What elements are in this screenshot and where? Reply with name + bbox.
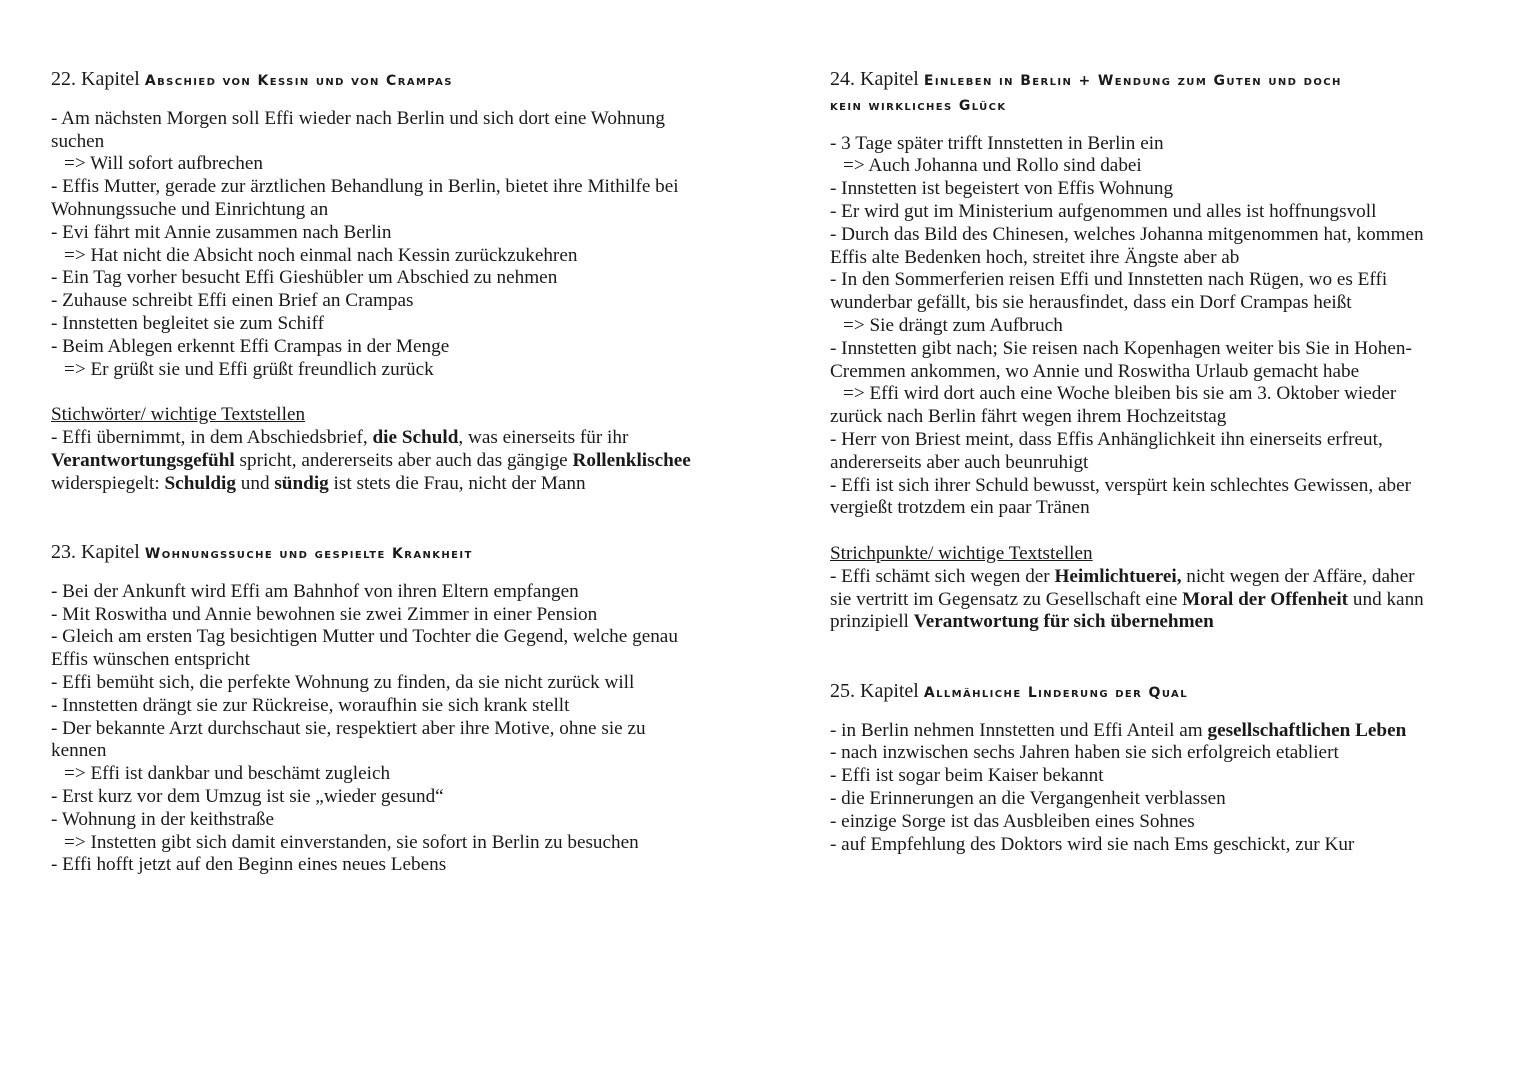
text-line: => Auch Johanna und Rollo sind dabei — [843, 155, 1142, 177]
chapter-number: 24. Kapitel — [830, 68, 919, 90]
keywords-line: - Effi schämt sich wegen der Heimlichtuerei, nicht wegen der Affäre, daher — [830, 565, 1415, 587]
text-line: - Innstetten drängt sie zur Rückreise, woraufhin sie sich krank stellt — [51, 694, 570, 716]
text-line: - einzige Sorge ist das Ausbleiben eines Sohnes — [830, 810, 1195, 832]
chapter-24 — [830, 68, 1460, 634]
chapter-24-heading — [830, 68, 1460, 93]
text-line: - Wohnung in der keithstraße — [51, 808, 274, 830]
text-line: - in Berlin nehmen Innstetten und Effi Anteil am gesellschaftlichen Leben — [830, 719, 1407, 741]
text-line: - Innstetten begleitet sie zum Schiff — [51, 312, 324, 334]
text-line: - Effi ist sogar beim Kaiser bekannt — [830, 765, 1104, 787]
text-line: - Innstetten ist begeistert von Effis Wohnung — [830, 178, 1174, 200]
keywords-title: Stichwörter/ wichtige Textstellen — [51, 404, 306, 426]
text-line: - Mit Roswitha und Annie bewohnen sie zwei Zimmer in einer Pension — [51, 603, 598, 625]
chapter-title: Wohnungssuche und gespielte Krankheit — [144, 545, 473, 562]
text-line: suchen — [51, 130, 105, 152]
text-line: Wohnungssuche und Einrichtung an — [51, 198, 329, 220]
text-line: - Innstetten gibt nach; Sie reisen nach Kopenhagen weiter bis Sie in Hohen- — [830, 337, 1412, 359]
text-line: - Bei der Ankunft wird Effi am Bahnhof von ihren Eltern empfangen — [51, 580, 579, 602]
text-line: Cremmen ankommen, wo Annie und Roswitha Urlaub gemacht habe — [830, 360, 1360, 382]
text-line: => Will sofort aufbrechen — [64, 153, 264, 175]
text-line: => Sie drängt zum Aufbruch — [843, 314, 1063, 336]
right-column — [830, 68, 1460, 856]
keywords-title: Strichpunkte/ wichtige Textstellen — [830, 542, 1093, 564]
text-line: - Effis Mutter, gerade zur ärztlichen Behandlung in Berlin, bietet ihre Mithilfe bei — [51, 176, 679, 198]
left-column — [51, 68, 741, 877]
text-line: wunderbar gefällt, bis sie herausfindet, dass ein Dorf Crampas heißt — [830, 292, 1352, 314]
text-line: andererseits aber auch beunruhigt — [830, 451, 1089, 473]
keywords-line: widerspiegelt: Schuldig und sündig ist stets die Frau, nicht der Mann — [51, 472, 586, 494]
text-line: - nach inzwischen sechs Jahren haben sie sich erfolgreich etabliert — [830, 742, 1339, 764]
chapter-25-heading — [830, 680, 1460, 705]
chapter-title: Abschied von Kessin und von Crampas — [144, 73, 453, 89]
text-line: zurück nach Berlin fährt wegen ihrem Hochzeitstag — [830, 406, 1227, 428]
text-line: - Erst kurz vor dem Umzug ist sie „wieder gesund“ — [51, 785, 444, 807]
chapter-title: Einleben in Berlin + Wendung zum Guten und doch — [923, 73, 1342, 89]
chapter-title: Allmähliche Linderung der Qual — [923, 684, 1188, 701]
chapter-number: 22. Kapitel — [51, 68, 140, 90]
keywords-line: prinzipiell Verantwortung für sich übernehmen — [830, 611, 1214, 633]
text-line: - Gleich am ersten Tag besichtigen Mutter und Tochter die Gegend, welche genau — [51, 626, 678, 648]
text-line: - Herr von Briest meint, dass Effis Anhänglichkeit ihn einerseits erfreut, — [830, 428, 1383, 450]
chapter-number: 23. Kapitel — [51, 540, 140, 563]
text-line: Effis alte Bedenken hoch, streitet ihre Ängste aber ab — [830, 246, 1240, 268]
text-line: - Am nächsten Morgen soll Effi wieder nach Berlin und sich dort eine Wohnung — [51, 107, 665, 129]
text-line: - Der bekannte Arzt durchschaut sie, respektiert aber ihre Motive, ohne sie zu — [51, 717, 646, 739]
text-line: => Hat nicht die Absicht noch einmal nach Kessin zurückzukehren — [64, 244, 578, 266]
chapter-24-heading-cont — [830, 93, 1460, 118]
text-line: - Zuhause schreibt Effi einen Brief an Crampas — [51, 290, 414, 312]
chapter-25 — [830, 680, 1460, 857]
keywords-line: - Effi übernimmt, in dem Abschiedsbrief, die Schuld, was einerseits für ihr — [51, 426, 629, 448]
text-line: kennen — [51, 740, 107, 762]
chapter-number: 25. Kapitel — [830, 679, 919, 702]
text-line: - die Erinnerungen an die Vergangenheit verblassen — [830, 787, 1226, 809]
text-line: - Durch das Bild des Chinesen, welches Johanna mitgenommen hat, kommen — [830, 223, 1424, 245]
chapter-23-heading — [51, 541, 741, 566]
text-line: - auf Empfehlung des Doktors wird sie nach Ems geschickt, zur Kur — [830, 833, 1355, 855]
keywords-line: sie vertritt im Gegensatz zu Gesellschaft eine Moral der Offenheit und kann — [830, 588, 1424, 610]
text-line: => Effi wird dort auch eine Woche bleiben bis sie am 3. Oktober wieder — [843, 383, 1397, 405]
text-line: - Evi fährt mit Annie zusammen nach Berlin — [51, 221, 392, 243]
text-line: => Effi ist dankbar und beschämt zugleich — [64, 763, 391, 785]
text-line: => Instetten gibt sich damit einverstanden, sie sofort in Berlin zu besuchen — [64, 831, 639, 853]
chapter-title-cont: kein wirkliches Glück — [830, 97, 1007, 114]
text-line: - Er wird gut im Ministerium aufgenommen und alles ist hoffnungsvoll — [830, 200, 1377, 222]
keywords-line: Verantwortungsgefühl spricht, andererseits aber auch das gängige Rollenklischee — [51, 449, 691, 471]
text-line: - In den Sommerferien reisen Effi und Innstetten nach Rügen, wo es Effi — [830, 269, 1388, 291]
text-line: - Effi ist sich ihrer Schuld bewusst, verspürt kein schlechtes Gewissen, aber — [830, 474, 1411, 496]
chapter-22 — [51, 68, 741, 495]
text-line: - Ein Tag vorher besucht Effi Gieshübler um Abschied zu nehmen — [51, 267, 558, 289]
text-line: => Er grüßt sie und Effi grüßt freundlich zurück — [64, 358, 434, 380]
text-line: - Beim Ablegen erkennt Effi Crampas in der Menge — [51, 335, 450, 357]
chapter-22-heading — [51, 68, 741, 93]
chapter-23 — [51, 541, 741, 877]
text-line: Effis wünschen entspricht — [51, 649, 250, 671]
text-line: - Effi hofft jetzt auf den Beginn eines neues Lebens — [51, 854, 447, 876]
text-line: - Effi bemüht sich, die perfekte Wohnung zu finden, da sie nicht zurück will — [51, 671, 635, 693]
text-line: - 3 Tage später trifft Innstetten in Berlin ein — [830, 132, 1164, 154]
text-line: vergießt trotzdem ein paar Tränen — [830, 497, 1090, 519]
